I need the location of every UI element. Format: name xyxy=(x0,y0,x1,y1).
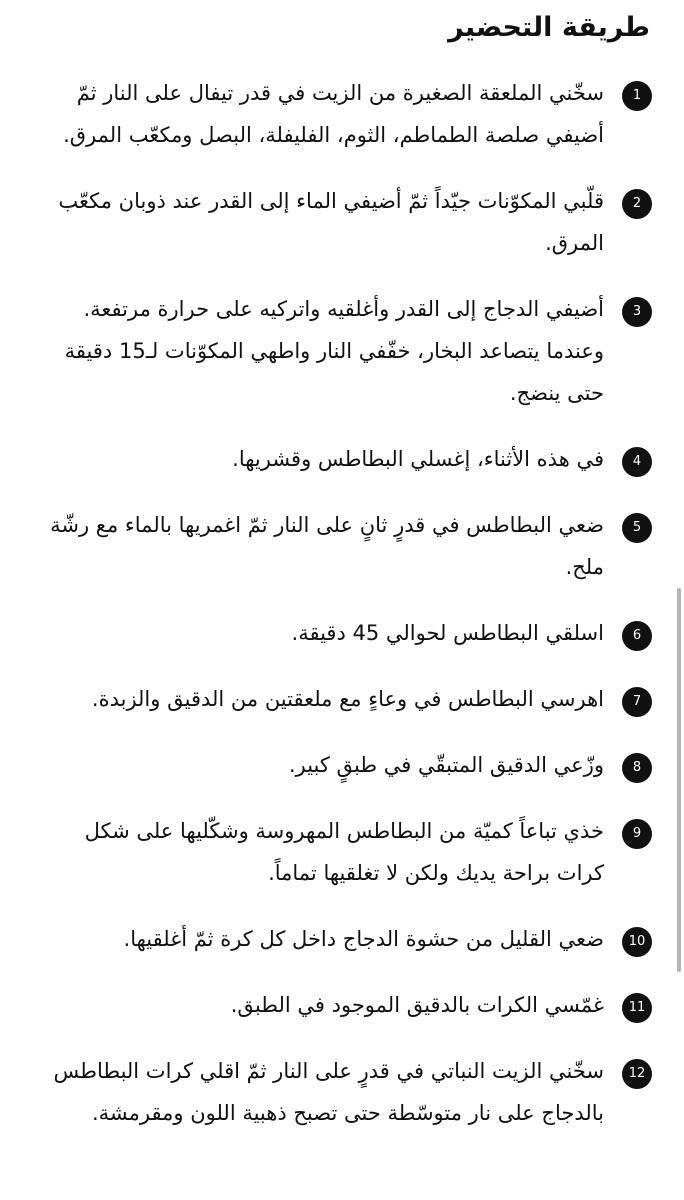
step-text: وزّعي الدقيق المتبقّي في طبقٍ كبير. xyxy=(288,753,604,777)
section-title: طريقة التحضير xyxy=(448,12,650,43)
step-item xyxy=(32,678,652,720)
step-item xyxy=(32,504,652,588)
step-item xyxy=(32,612,652,654)
step-text: سخّني الزيت النباتي في قدرٍ على النار ثمّ اقلي كرات البطاطس بالدجاج على نار متوسّطة حتى تصبح ذهبية اللون ومقرمشة. xyxy=(53,1059,604,1125)
step-text: اهرسي البطاطس في وعاءٍ مع ملعقتين من الدقيق والزبدة. xyxy=(91,687,604,711)
step-number-badge: 3 xyxy=(622,297,652,327)
step-number-badge: 1 xyxy=(622,81,652,111)
step-item xyxy=(32,810,652,894)
step-item xyxy=(32,984,652,1026)
step-number-badge: 11 xyxy=(622,993,652,1023)
step-item xyxy=(32,180,652,264)
step-text: اسلقي البطاطس لحوالي 45 دقيقة. xyxy=(291,621,604,645)
step-number-badge: 7 xyxy=(622,687,652,717)
step-text: غمّسي الكرات بالدقيق الموجود في الطبق. xyxy=(230,993,604,1017)
step-number-badge: 2 xyxy=(622,189,652,219)
step-number-badge: 4 xyxy=(622,447,652,477)
scrollbar-thumb[interactable] xyxy=(677,588,681,972)
step-item xyxy=(32,288,652,414)
step-item xyxy=(32,1050,652,1134)
step-text: قلّبي المكوّنات جيّداً ثمّ أضيفي الماء إلى القدر عند ذوبان مكعّب المرق. xyxy=(58,189,604,255)
step-number-badge: 8 xyxy=(622,753,652,783)
step-number-badge: 9 xyxy=(622,819,652,849)
step-number-badge: 5 xyxy=(622,513,652,543)
step-item xyxy=(32,744,652,786)
steps-list xyxy=(32,72,652,1158)
step-text: أضيفي الدجاج إلى القدر وأغلقيه واتركيه على حرارة مرتفعة. وعندما يتصاعد البخار، خفّفي النار واطهي المكوّنات لـ15 دقيقة حتى ينضج. xyxy=(64,297,604,405)
step-text: في هذه الأثناء، إغسلي البطاطس وقشريها. xyxy=(232,447,604,471)
step-item xyxy=(32,918,652,960)
step-number-badge: 12 xyxy=(622,1059,652,1089)
step-number-badge: 6 xyxy=(622,621,652,651)
step-text: سخّني الملعقة الصغيرة من الزيت في قدر تيفال على النار ثمّ أضيفي صلصة الطماطم، الثوم، الفليفلة، البصل ومكعّب المرق. xyxy=(63,81,604,147)
step-text: خذي تباعاً كميّة من البطاطس المهروسة وشكّليها على شكل كرات براحة يديك ولكن لا تغلقيها تماماً. xyxy=(84,819,604,885)
step-text: ضعي البطاطس في قدرٍ ثانٍ على النار ثمّ اغمريها بالماء مع رشّة ملح. xyxy=(50,513,604,579)
step-number-badge: 10 xyxy=(622,927,652,957)
step-item xyxy=(32,438,652,480)
step-text: ضعي القليل من حشوة الدجاج داخل كل كرة ثمّ أغلقيها. xyxy=(123,927,604,951)
step-item xyxy=(32,72,652,156)
